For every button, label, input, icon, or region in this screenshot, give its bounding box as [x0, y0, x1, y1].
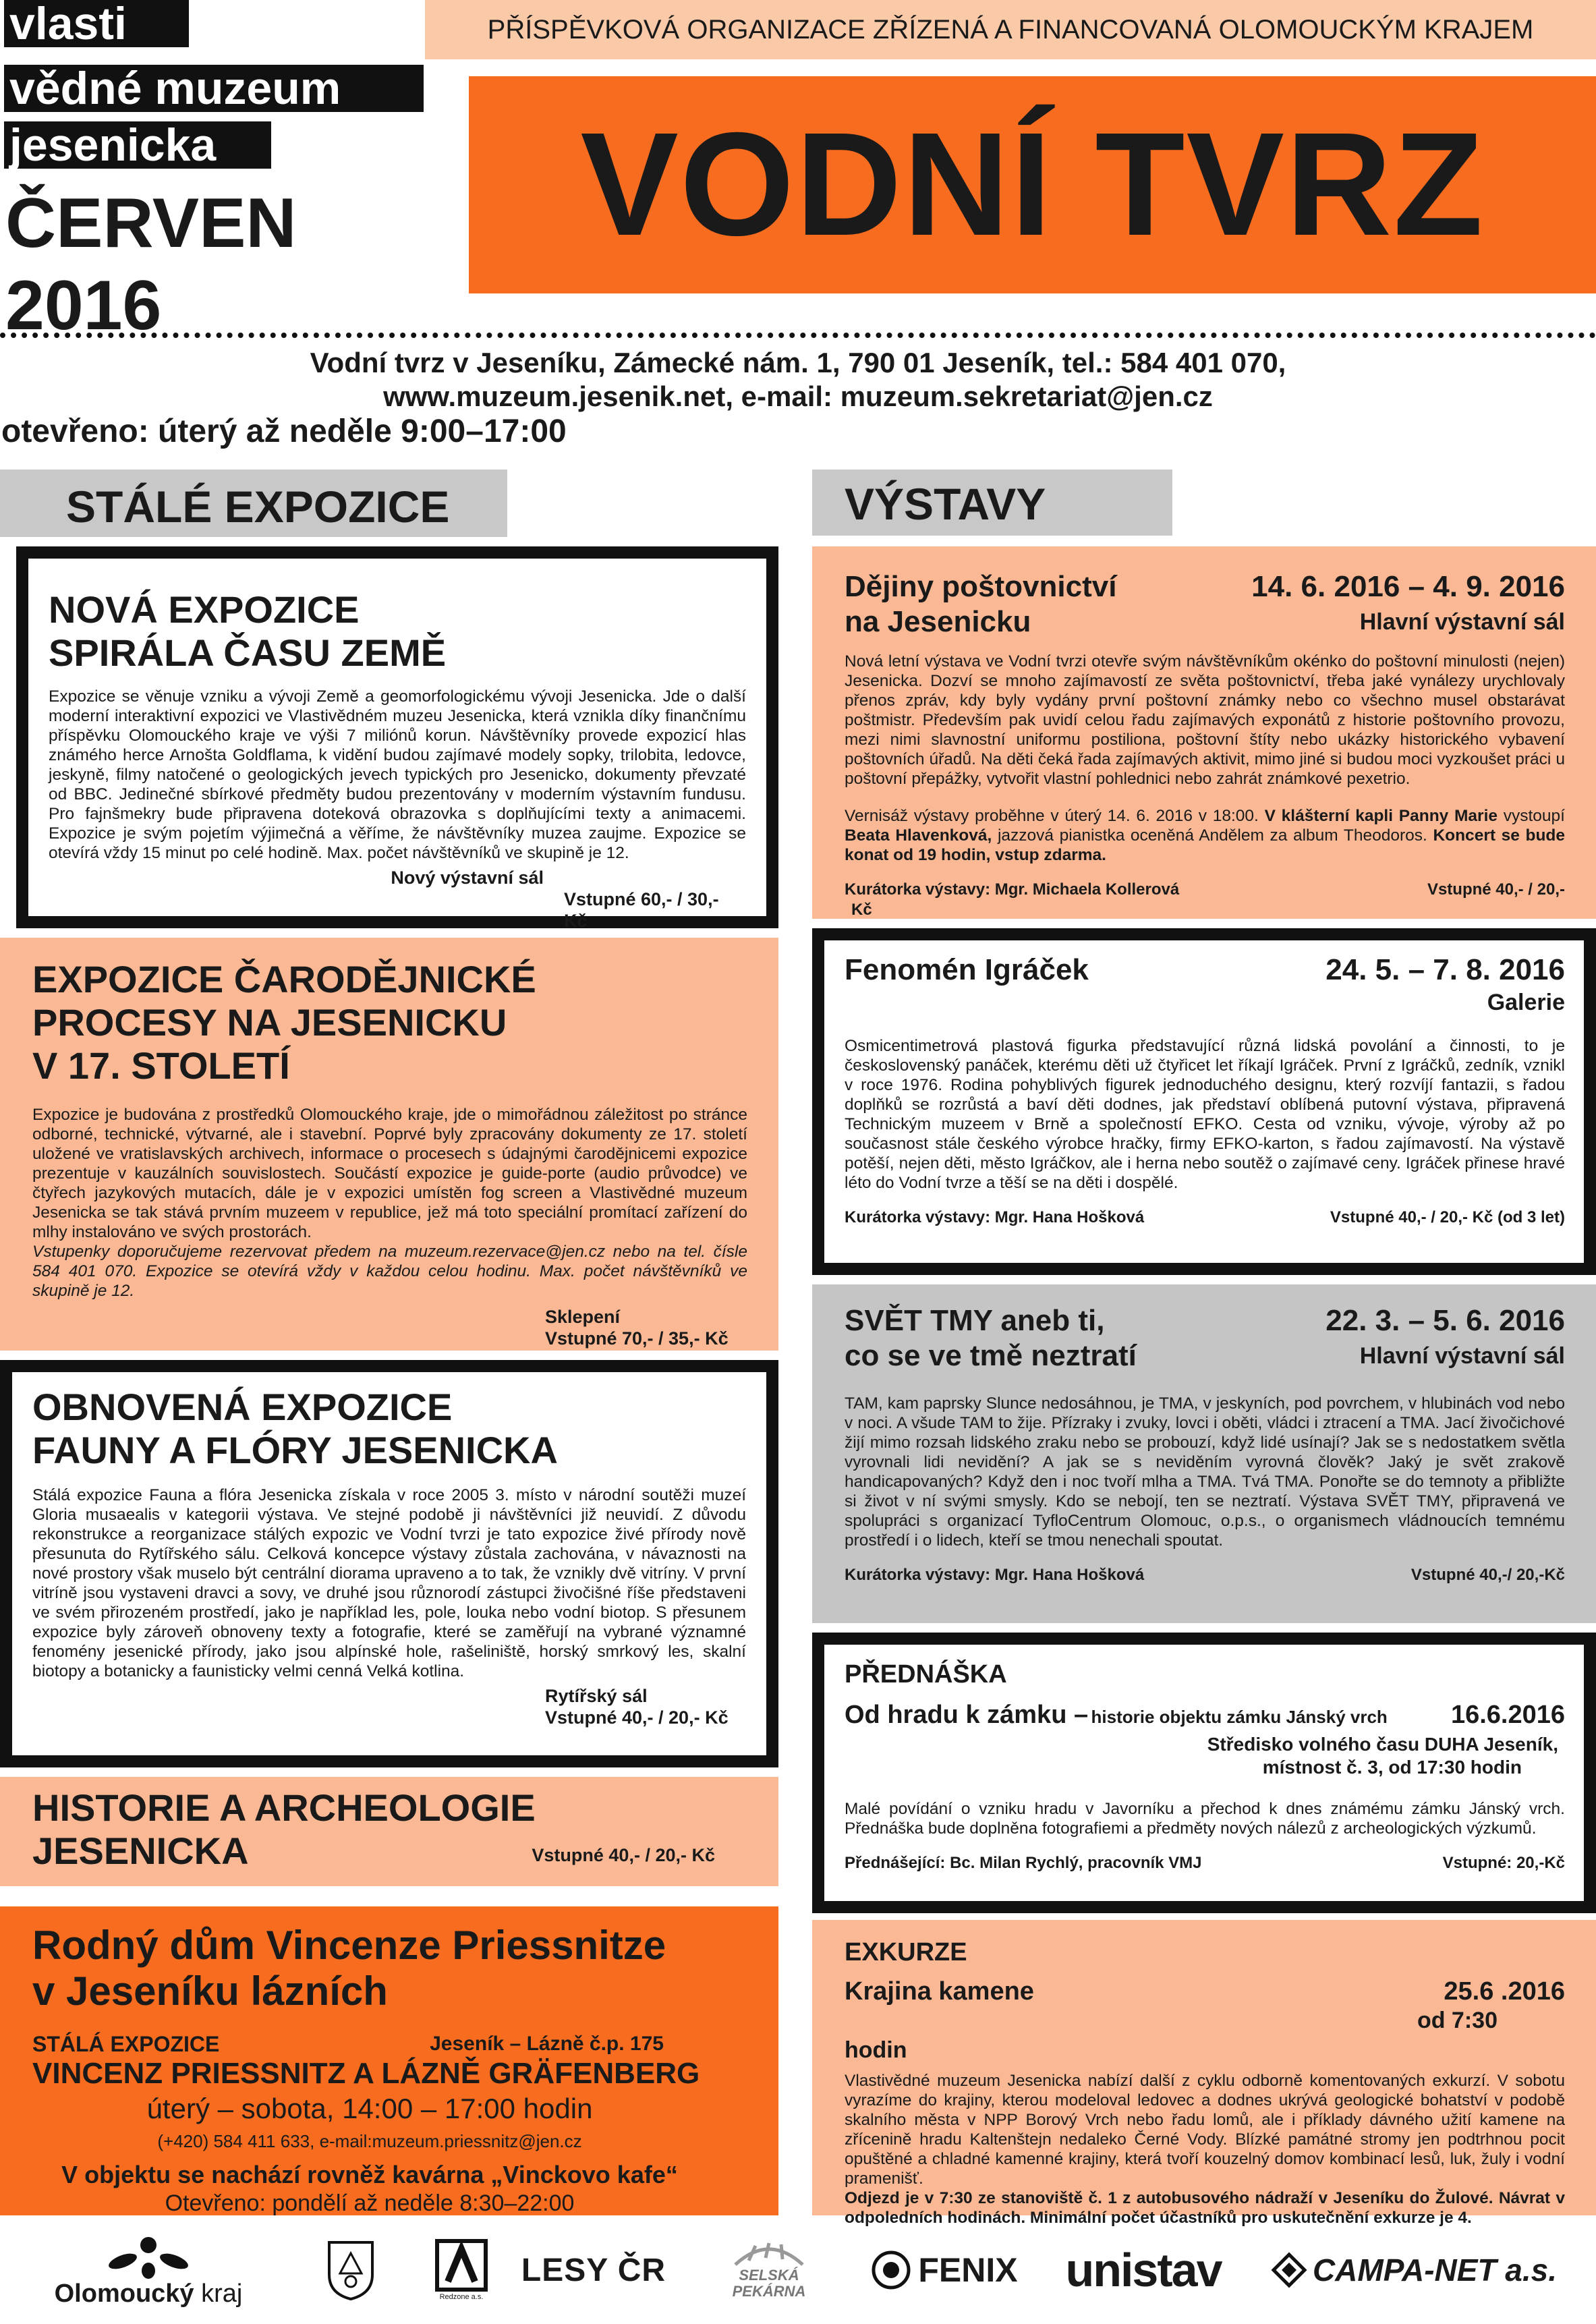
fauna-place: Rytířský sál: [545, 1686, 648, 1706]
logo-olomoucky-kraj: [40, 2226, 256, 2314]
tmy-dates: 22. 3. – 5. 6. 2016: [1326, 1304, 1565, 1337]
address-line1: Vodní tvrz v Jeseníku, Zámecké nám. 1, 790 01 Jeseník, tel.: 584 401 070,: [310, 347, 1286, 378]
event-prednaska: [812, 1633, 1596, 1913]
exkurze-text: Vlastivědné muzeum Jesenicka nabízí další z cyklu odborně komentovaných exkurzí. V sobotu vyrazíme do krajiny, kterou modeloval ledovec a dodnes ukrývá geologické bohatství v podobě skalního města v NPP Borový Vrch nebo řadu lomů, ale i příklady dávného užití kamene na zřícenině hradu Kaltenštejn nedaleko Černé Vody. Blízké památné stromy jen podtrhnou pocit opuštěné a chladné kamenné krajiny, která tvoří kouzelný domov kombinací lesů, luk, žuly i vodní pramenišť.: [845, 2072, 1565, 2188]
opening-hours: otevřeno: úterý až neděle 9:00–17:00: [1, 414, 567, 449]
igracek-title: Fenomén Igráček: [845, 953, 1089, 986]
museum-logo-line1: vlasti: [4, 0, 189, 47]
redzone-label: Redzone a.s.: [439, 2293, 484, 2301]
prednaska-date: 16.6.2016: [1450, 1701, 1565, 1729]
fauna-price: Vstupné 40,- / 20,- Kč: [545, 1707, 729, 1728]
postovnictvi-text: Nová letní výstava ve Vodní tvrzi otevře svým návštěvníkům okénko do poštovní minulosti (nejen) Jesenicka. Dozví se mnoho zajímavostí ze světa poštovnictví, třeba jaké vynálezy urychlovaly přenos zpráv, kdy byly vydány první poštovní známky nebo co všechno musel obstarávat poštmistr. Především pak uvidí celou řadu zajímavých exponátů z historie poštovního provozu, mezi nimi slavnostní uniformu postiliona, poštovní štíty nebo ukázky historického vybavení poštovních úřadů. Na děti čeká řada zajímavých aktivit, mimo jiné si budou moci vyzkoušet práci u poštovní přepážky, vytvořit vlastní pohlednici nebo zahrát známkové pexetrio.: [845, 652, 1565, 788]
vernisaz-pianist-desc: jazzová pianistka oceněná Andělem za album Theodoros.: [997, 826, 1427, 845]
carodejnicke-title3: V 17. STOLETÍ: [32, 1044, 290, 1087]
postovnictvi-title1: Dějiny poštovnictví: [845, 570, 1117, 603]
year: 2016: [5, 266, 162, 345]
priessnitz-cafe: V objektu se nachází rovněž kavárna „Vinckovo kafe“: [61, 2161, 678, 2188]
logo-coat-of-arms: [317, 2226, 384, 2314]
igracek-curator: Kurátorka výstavy: Mgr. Hana Hošková: [845, 1208, 1145, 1226]
exhibit-carodejnicke: [0, 938, 778, 1351]
section-exhibitions: VÝSTAVY: [812, 470, 1172, 536]
vernisaz-chapel: V klášterní kapli Panny Marie: [1264, 807, 1498, 825]
address-line2: www.muzeum.jesenik.net, e-mail: muzeum.sekretariat@jen.cz: [383, 380, 1213, 412]
organization-banner: PŘÍSPĚVKOVÁ ORGANIZACE ZŘÍZENÁ A FINANCOVANÁ OLOMOUCKÝM KRAJEM: [425, 0, 1596, 59]
event-exkurze: [812, 1920, 1596, 2227]
historie-title1: HISTORIE A ARCHEOLOGIE: [32, 1786, 536, 1829]
tmy-curator: Kurátorka výstavy: Mgr. Hana Hošková: [845, 1566, 1145, 1584]
igracek-dates: 24. 5. – 7. 8. 2016: [1326, 953, 1565, 986]
vernisaz-text2: vystoupí: [1503, 807, 1565, 825]
postovnictvi-place: Hlavní výstavní sál: [1359, 609, 1565, 635]
tmy-place: Hlavní výstavní sál: [1359, 1343, 1565, 1369]
redzone-icon: [434, 2238, 488, 2292]
carodejnicke-place: Sklepení: [545, 1307, 621, 1327]
tmy-title1: SVĚT TMY aneb ti,: [845, 1304, 1105, 1337]
exkurze-hodin: hodin: [845, 2037, 907, 2063]
postovnictvi-title2: na Jesenicku: [845, 605, 1031, 638]
prednaska-place2: místnost č. 3, od 17:30 hodin: [1262, 1757, 1522, 1778]
exkurze-time: od 7:30: [1417, 2008, 1498, 2033]
lesy-cr-label: LESY ČR: [521, 2252, 666, 2288]
museum-logo-line3: jesenicka: [4, 121, 271, 169]
priessnitz-contact: (+420) 584 411 633, e-mail:muzeum.priessnitz@jen.cz: [157, 2131, 582, 2151]
venue-title: VODNÍ TVRZ: [469, 76, 1596, 293]
prednaska-heading: [845, 1699, 1388, 1733]
priessnitz-title1: Rodný dům Vincenze Priessnitze: [32, 1923, 666, 1968]
selska-label: SELSKÁ: [739, 2267, 799, 2284]
spirala-text: Expozice se věnuje vzniku a vývoji Země a geomorfologickému vývoji Jesenicka. Jde o další moderní interaktivní expozici ve Vlastivědném muzeu Jesenicka, která vznikla díky finančnímu příspěvku Olomouckého kraje ve výši 7 miliónů korun. Návštěvníky provede expozicí hlas známého herce Arnošta Goldflama, k vidění budou zajímavé modely sopky, trilobita, ledovce, jeskyně, filmy natočené o geologických jevech typických pro Jesenicko, dokumenty převzaté od BBC. Jedinečné sbírkové předměty budou prezentovány v moderním výstavním fundusu. Pro fajnšmekry bude připravena doteková obrazovka s doplňujícími texty a animacemi. Expozice je svým pojetím výjimečná a věříme, že návštěvníky muzea zaujme. Expozice se otevírá vždy 15 minut po celé hodině. Max. počet návštěvníků ve skupině je 12.: [49, 687, 746, 862]
fauna-text: Stálá expozice Fauna a flóra Jesenicka získala v roce 2005 3. místo v národní soutěži muzeí Gloria musaealis v kategorii výstava. Ve stejné podobě ji návštěvníci již neuvidí. Z důvodu rekonstrukce a reorganizace stálých expozic ve Vodní tvrzi je tato expozice živé přírody nově přesunuta do Rytířského sálu. Celková koncepce výstavy zůstala zachována, v návaznosti na nové prostory však muselo být centrální diorama upraveno a to tak, že vznikly dvě vitríny. V první vitríně jsou vystaveni dravci a sovy, ve druhé jsou různorodí zástupci živočišné říše představeni ve svém přirozeném prostředí, jako je například les, pole, louka nebo vodní biotop. S přesunem expozice byly zároveň obnoveny texty a fotografie, které se zaměřují na vybrané významné fenomény jesenické přírody, jako jsou alpínské hole, rašeliniště, horský smrkový les, skalní biotopy a botanicky a faunisticky velmi cenná Velká kotlina.: [32, 1486, 746, 1680]
exhibit-postovnictvi: [812, 546, 1596, 919]
spirala-title2: SPIRÁLA ČASU ZEMĚ: [49, 631, 447, 674]
igracek-price: Vstupné 40,- / 20,- Kč (od 3 let): [1330, 1208, 1565, 1226]
fauna-title1: OBNOVENÁ EXPOZICE: [32, 1386, 453, 1428]
fauna-title2: FAUNY A FLÓRY JESENICKA: [32, 1429, 558, 1471]
logo-campa-net: [1252, 2226, 1576, 2314]
logo-selska-pekarna: [702, 2226, 836, 2314]
postovnictvi-vernisaz: [845, 806, 1565, 865]
exhibit-historie: [0, 1777, 778, 1886]
carodejnicke-text: Expozice je budována z prostředků Olomouckého kraje, jde o mimořádnou záležitost po stránce odborné, technické, výtvarné, ale i stavební. Poprvé byly zpracovány dokumenty ze 17. století uložené ve vratislavských archivech, informace o procesech s údajnými čarodějnicemi expozice prezentuje v kauzálních souvislostech. Součástí expozice je guide-porte (audio průvodce) ve čtyřech jazykových mutacích, dále je v expozici umístěn fog screen a Vlastivědné muzeum Jesenicka se tak stává prvním muzeem v republice, jež má toto speciální promítací zařízení do mlhy instalováno ve svých prostorách.: [32, 1106, 747, 1241]
olomoucky-kraj-label: [55, 2279, 243, 2308]
exhibit-spirala: [16, 546, 778, 931]
exkurze-label: EXKURZE: [845, 1938, 967, 1966]
campa-net-label: CAMPA-NET a.s.: [1312, 2252, 1558, 2288]
campa-net-icon: [1271, 2252, 1307, 2288]
museum-logo-line2: vědné muzeum: [4, 65, 424, 112]
vernisaz-text: Vernisáž výstavy proběhne v úterý 14. 6. 2016 v 18:00.: [845, 807, 1259, 825]
carodejnicke-title1: EXPOZICE ČARODĚJNICKÉ: [32, 958, 536, 1000]
postovnictvi-curator: Kurátorka výstavy: Mgr. Michaela Kollerová: [845, 880, 1180, 899]
logo-lesy-cr: [519, 2226, 668, 2314]
month: ČERVEN: [5, 184, 297, 262]
section-permanent: STÁLÉ EXPOZICE: [0, 470, 507, 537]
exkurze-departure: Odjezd je v 7:30 ze stanoviště č. 1 z autobusového nádraží v Jeseníku do Žulové. Návrat v odpoledních hodinách. Minimální počet účastníků pro uskutečnění exkurze je 4.: [845, 2189, 1565, 2227]
coat-of-arms-icon: [326, 2240, 375, 2300]
wheat-icon: [729, 2240, 809, 2267]
logo-fenix: [863, 2226, 1025, 2314]
postovnictvi-dates: 14. 6. 2016 – 4. 9. 2016: [1251, 570, 1565, 603]
fenix-label: FENIX: [918, 2251, 1018, 2289]
tmy-text: TAM, kam paprsky Slunce nedosáhnou, je TMA, v jeskyních, pod povrchem, v hlubinách vod nebo v noci. A všude TAM to žije. Přízraky i zvuky, lovci i oběti, vládci i ztracení a TMA. Jací živočichové žijí mimo rozsah lidského zraku nebo se probouzí, když lidé usínají? Jak se s nedostatkem světla vyrovnali lidi nevidění? A jak se s neviděním vyrovná člověk? Jaký je svět zrakově handicapovaných? Když den i noc tvoří mlha a TMA. Tvá TMA. Ponořte se do temnoty a přibližte si život v ní svými smysly. Kdo se nebojí, ten se neztratí. Výstava SVĚT TMY, připravená ve spolupráci s organizací TyfloCentrum Olomouc, o.p.s., o organismech vládnoucích temnému prostředí i o lidech, kteří se tmou nenechali spoutat.: [845, 1394, 1565, 1550]
unistav-label: unistav: [1065, 2244, 1222, 2296]
exhibit-tmy: [812, 1284, 1596, 1623]
exhibit-fauna: [0, 1360, 778, 1767]
priessnitz-hours: úterý – sobota, 14:00 – 17:00 hodin: [146, 2093, 593, 2124]
priessnitz-cafe-hours: Otevřeno: pondělí až neděle 8:30–22:00: [165, 2190, 575, 2216]
spirala-title1: NOVÁ EXPOZICE: [49, 588, 360, 631]
historie-title2: JESENICKA: [32, 1830, 249, 1872]
olomoucky-word: Olomoucký: [54, 2279, 194, 2308]
spirala-place: Nový výstavní sál: [391, 868, 544, 888]
priessnitz-title2: v Jeseníku lázních: [32, 1968, 388, 2014]
prednaska-price: Vstupné: 20,-Kč: [1442, 1854, 1565, 1872]
carodejnicke-price: Vstupné 70,- / 35,- Kč: [545, 1328, 729, 1349]
tmy-price: Vstupné 40,-/ 20,-Kč: [1410, 1566, 1565, 1584]
tmy-title2: co se ve tmě neztratí: [845, 1339, 1137, 1372]
exkurze-date: 25.6 .2016: [1444, 1977, 1565, 2006]
logo-redzone: [421, 2226, 502, 2314]
dotted-divider: [0, 333, 1596, 342]
igracek-text: Osmicentimetrová plastová figurka představující různá lidská povolání a činnosti, to je československý panáček, kterému děti už čtyřicet let říkají Igráček. První z Igráčků, zedník, vznikl v roce 1976. Rodina pohyblivých figurek jednoduchého designu, který rozvíjí fantazii, s řadou doplňků se rozrůstá a baví děti dodnes, jak představí oblíbená putovní výstava, připravená Technickým muzeem v Brně a společností EFKO. Cesta od vzniku, vývoje, výroby až po současnost stále českého výrobce hračky, firmy EFKO-karton, s řadou zajímavostí. Na výstavě potěší, nejen děti, město Igráčkov, ale i herna nebo soutěž o zajímavé ceny. Igráček přinese hravé léto do Vodní tvrze a těší se na děti i dospělé.: [845, 1037, 1565, 1192]
postovnictvi-price-unit: Kč: [851, 901, 872, 919]
vernisaz-concert: Koncert se bude konat od 19 hodin, vstup zdarma.: [845, 826, 1565, 864]
exkurze-title: Krajina kamene: [845, 1977, 1034, 2006]
carodejnicke-title2: PROCESY NA JESENICKU: [32, 1001, 507, 1044]
exhibit-priessnitz: [0, 1906, 778, 2215]
pekarna-label: PEKÁRNA: [732, 2283, 806, 2300]
vernisaz-pianist: Beata Hlavenková,: [845, 826, 992, 845]
priessnitz-subtitle: VINCENZ PRIESSNITZ A LÁZNĚ GRÄFENBERG: [32, 2057, 700, 2090]
priessnitz-address: Jeseník – Lázně č.p. 175: [430, 2033, 664, 2055]
fenix-icon: [871, 2250, 911, 2290]
carodejnicke-note: Vstupenky doporučujeme rezervovat předem na muzeum.rezervace@jen.cz nebo na tel. čísle 584 401 070. Expozice se otevírá vždy v každou celou hodinu. Max. počet návštěvníků ve skupině je 12.: [32, 1243, 747, 1300]
prednaska-title: Od hradu k zámku –: [845, 1701, 1089, 1729]
prednaska-subtitle: historie objektu zámku Jánský vrch: [1091, 1707, 1388, 1727]
priessnitz-label: STÁLÁ EXPOZICE: [32, 2032, 220, 2056]
logo-unistav: [1052, 2226, 1234, 2314]
prednaska-text: Malé povídání o vzniku hradu v Javorníku a přechod k dnes známému zámku Jánský vrch. Přednáška bude doplněna fotografiemi a předměty nových nálezů z archeologických výzkumů.: [845, 1800, 1565, 1838]
spirala-price: Vstupné 60,- / 30,- Kč: [564, 889, 719, 931]
exhibit-igracek: [812, 928, 1596, 1275]
olomoucky-kraj-icon: [108, 2232, 189, 2279]
prednaska-lecturer: Přednášející: Bc. Milan Rychlý, pracovník VMJ: [845, 1854, 1202, 1872]
kraj-word: kraj: [201, 2279, 243, 2308]
prednaska-place1: Středisko volného času DUHA Jeseník,: [1207, 1734, 1558, 1755]
igracek-place: Galerie: [1487, 990, 1565, 1015]
historie-price: Vstupné 40,- / 20,- Kč: [532, 1845, 715, 1865]
postovnictvi-price: Vstupné 40,- / 20,-: [1427, 880, 1565, 899]
prednaska-label: PŘEDNÁŠKA: [845, 1660, 1007, 1689]
